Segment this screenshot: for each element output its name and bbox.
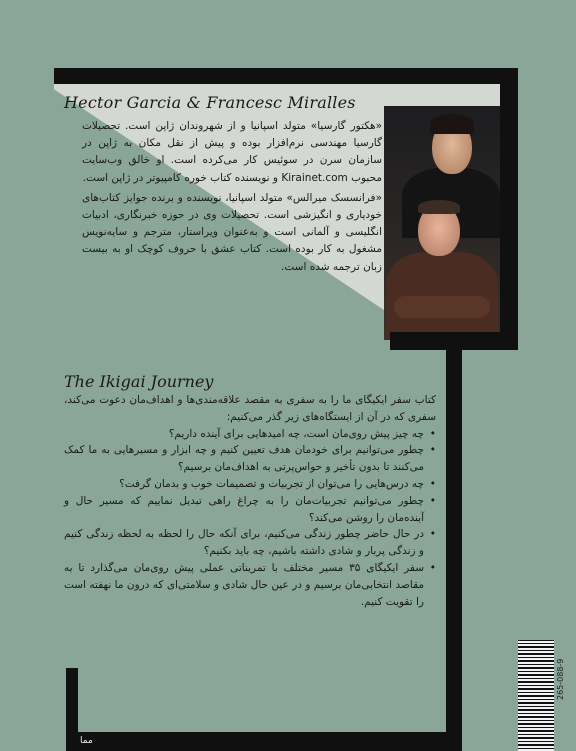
- journey-item: [64, 442, 436, 476]
- authors-photo: [384, 106, 500, 340]
- journey-intro: کتاب سفر ایکیگای ما را به سفری به مقصد علاقه‌مندی‌ها و اهداف‌مان دعوت می‌کند، سفری که در آن از ایستگاه‌های زیر گذر می‌کنیم:: [64, 394, 436, 423]
- publisher-logo: ﻣﻤﺎ: [80, 736, 93, 746]
- bio-paragraph-francesc: «فرانسسک میرالس» متولد اسپانیا، نویسنده و برنده جوایز کتاب‌های خودیاری و انگیزشی است. تحصیلات وی در حوزه خبرنگاری، ادبیات انگلیسی و آلمانی است و به‌عنوان ویراستار، مترجم و سایه‌نویس مشغول به کار بوده است. کتاب عشق با حروف کوچک او به بیست زبان ترجمه شده است.: [82, 191, 382, 273]
- bullet-icon: •: [429, 494, 436, 507]
- bullet-icon: •: [429, 528, 436, 541]
- journey-item: [64, 526, 436, 560]
- bullet-icon: •: [429, 444, 436, 457]
- journey-item-text: چه درس‌هایی را می‌توان از تجربیات و تصمیمات خوب و بدمان گرفت؟: [119, 477, 424, 490]
- isbn-number: 265-088-9: [556, 658, 565, 700]
- author-arms-front: [394, 296, 490, 318]
- journey-item-text: چطور می‌توانیم برای خودمان هدف تعیین کنیم و چه ابزار و مسیرهایی به ما کمک می‌کنند تا بدون تأخیر و حواس‌پرتی به اهداف‌مان برسیم؟: [64, 444, 424, 474]
- journey-item: [64, 493, 436, 527]
- right-frame-bar-lower: [446, 350, 462, 751]
- bullet-icon: •: [429, 561, 436, 574]
- middle-frame-bar: [390, 332, 518, 350]
- bullet-icon: •: [429, 427, 436, 440]
- journey-heading: The Ikigai Journey: [64, 372, 214, 391]
- journey-item-text: سفر ایکیگای ۳۵ مسیر مختلف با تمریناتی عملی پیش روی‌مان می‌گذارد تا به مقاصد انتخابی‌مان برسیم و در عین حال شادی و سلامتی‌ای که درون ما نهفته است را تقویت کنیم.: [64, 561, 424, 608]
- right-frame-bar-upper: [500, 68, 518, 350]
- author-names-heading: Hector Garcia & Francesc Miralles: [64, 93, 356, 112]
- top-frame-bar: [54, 68, 518, 84]
- author-hair-front: [418, 200, 460, 214]
- bullet-icon: •: [429, 477, 436, 490]
- bottom-frame-bar: [66, 732, 462, 751]
- author-bio-text: [82, 118, 382, 279]
- journey-text: [64, 392, 436, 610]
- journey-item: [64, 426, 436, 443]
- journey-item-text: چطور می‌توانیم تجربیات‌مان را به چراغ راهی تبدیل نماییم که مسیر حال و آینده‌مان را روشن می‌کند؟: [64, 494, 424, 524]
- journey-item-text: در حال حاضر چطور زندگی می‌کنیم، برای آنکه حال را لحظه به لحظه زندگی کنیم و زندگی پربار و شادی داشته باشیم، چه باید بکنیم؟: [64, 528, 424, 558]
- journey-item-text: چه چیز پیش روی‌مان است، چه امیدهایی برای آینده داریم؟: [168, 427, 424, 440]
- author-hair-back: [430, 114, 474, 134]
- bio-paragraph-hector: «هکتور گارسیا» متولد اسپانیا و از شهروندان ژاپن است. تحصیلات گارسیا مهندسی نرم‌افزار بوده و پیش از نقل مکان به ژاپن در سازمان سرن در سوئیس کار می‌کرده است. او خالق وب‌سایت محبوب Kirainet.com و نویسنده کتاب خوره کامپیوتر در ژاپن است.: [82, 120, 382, 184]
- barcode: [518, 640, 554, 751]
- journey-item: [64, 560, 436, 610]
- journey-item: [64, 476, 436, 493]
